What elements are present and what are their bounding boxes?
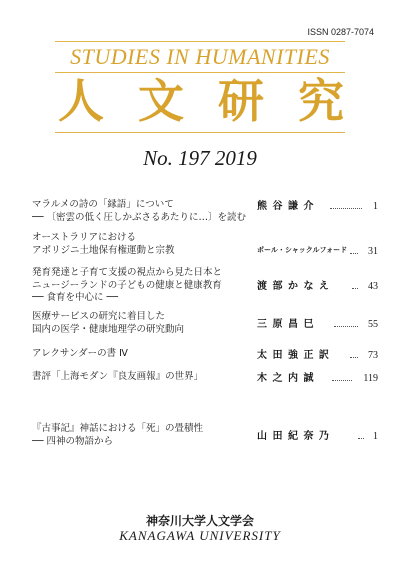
toc-entry-title-line: ── 〔密雲の低く圧しかぶさるあたりに…〕を読む: [32, 211, 246, 223]
leader-dots: [332, 380, 352, 381]
issue-number: No. 197 2019: [143, 146, 257, 170]
bottom-rule: [55, 132, 345, 133]
toc-entry-title-line: 書評「上海モダン『良友画報』の世界」: [32, 371, 204, 382]
publisher-en: KANAGAWA UNIVERSITY: [119, 528, 281, 543]
issn: ISSN 0287-7074: [307, 27, 374, 37]
leader-dots: [330, 208, 362, 209]
toc-entry-title-line: 発育発達と子育て支援の視点から見た日本と: [32, 267, 223, 278]
leader-dots: [334, 326, 358, 327]
title-char: 研: [218, 74, 264, 128]
series-title-en: STUDIES IN HUMANITIES: [70, 44, 330, 69]
toc-entry-page: 119: [363, 372, 378, 384]
toc-entry-page: 73: [368, 349, 378, 361]
toc-entry-title-line: 医療サービスの研究に着目した: [32, 311, 166, 322]
leader-dots: [350, 253, 358, 254]
toc-entry[interactable]: [32, 311, 378, 336]
toc-entry-page: 43: [368, 280, 378, 292]
toc-entry-page: 1: [373, 431, 378, 442]
toc-entry-title-line: 国内の医学・健康地理学の研究動向: [32, 323, 185, 335]
toc-entry-author: ポール・シャックルフォード: [257, 245, 348, 254]
toc-entry-author: 山 田 紀 奈 乃: [257, 431, 330, 442]
leader-dots: [350, 357, 358, 358]
toc-entry[interactable]: [32, 371, 378, 384]
toc-entry-author: 木 之 内 誠: [257, 372, 315, 384]
toc-entry[interactable]: [32, 232, 378, 257]
title-char: 究: [298, 74, 344, 128]
toc-entry[interactable]: [32, 423, 378, 448]
toc-entry-title-line: アボリジニ土地保有権運動と宗教: [32, 244, 175, 256]
publisher-jp: 神奈川大学人文学会: [145, 514, 254, 528]
leader-dots: [352, 288, 358, 289]
toc-entry-author: 太 田 強 正 訳: [257, 349, 330, 361]
toc-entry-author: 渡 部 か な え: [257, 280, 330, 292]
toc-entry-title-line: ── 食育を中心に ──: [32, 292, 118, 303]
toc-entry-page: 31: [368, 246, 378, 257]
toc-entry-author: 熊 谷 謙 介: [257, 201, 315, 212]
toc-entry-author: 三 原 昌 巳: [257, 319, 315, 330]
title-char: 人: [58, 74, 104, 128]
mid-rule: [55, 72, 345, 73]
toc-entry-title-line: ニュージーランドの子どもの健康と健康教育: [32, 279, 222, 291]
toc-entry[interactable]: [32, 199, 378, 224]
leader-dots: [358, 438, 364, 439]
toc-entry-title-line: アレクサンダーの書 Ⅳ: [32, 348, 128, 359]
toc-entry-page: 1: [373, 201, 378, 212]
toc-entry-title-line: 『古事記』神話における「死」の畳積性: [32, 423, 204, 434]
toc-entry[interactable]: [32, 267, 378, 305]
toc-entry-title-line: マラルメの詩の「縁語」について: [32, 199, 174, 210]
toc-entry-page: 55: [368, 319, 378, 330]
title-char: 文: [138, 74, 184, 128]
top-rule: [55, 41, 345, 42]
journal-title-jp: [58, 74, 344, 128]
toc-entry-title-line: ── 四神の物語から: [32, 435, 113, 447]
toc-entry-title-line: オーストラリアにおける: [32, 232, 137, 243]
toc-entry[interactable]: [32, 348, 378, 361]
